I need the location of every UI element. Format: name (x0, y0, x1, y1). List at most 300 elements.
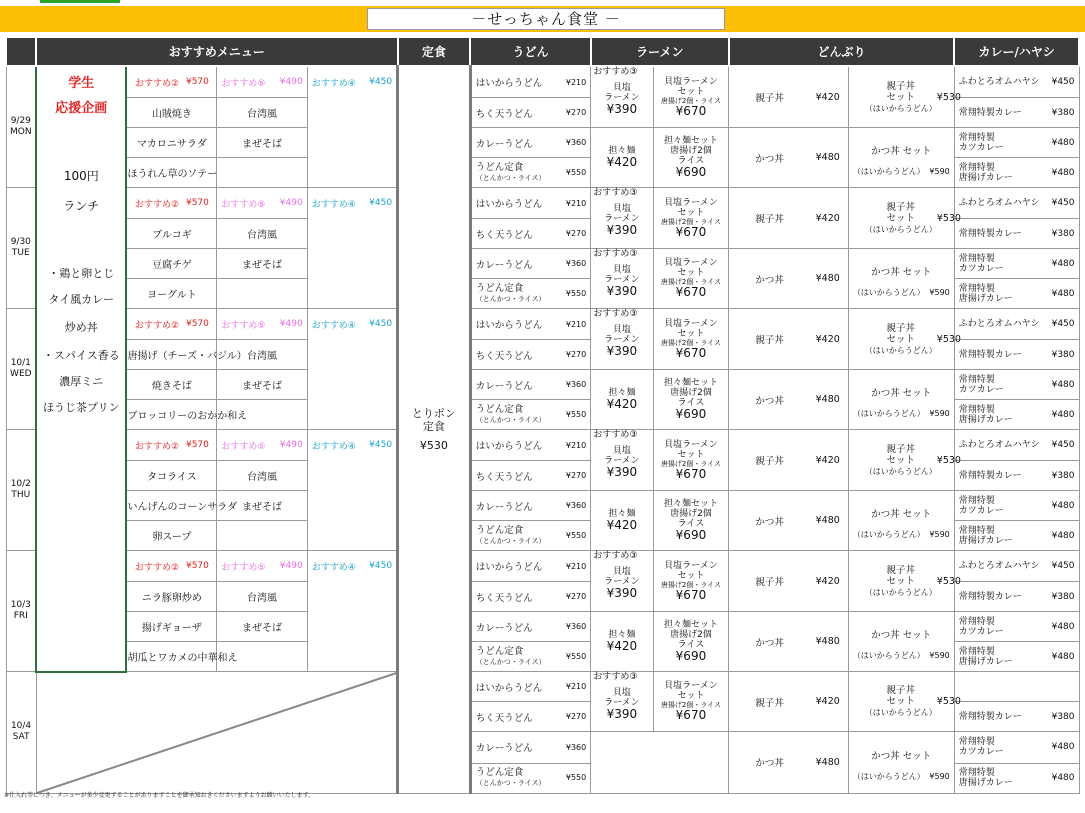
ramen-rec3-label: おすすめ③ (593, 249, 638, 259)
ramen-shio-set-cell (653, 249, 729, 309)
ramen-shio-price: ¥390 (606, 102, 638, 116)
donburi-katsu (729, 612, 848, 672)
rec2-label: おすすめ② (134, 441, 180, 452)
ramen-shio-price: ¥390 (606, 465, 638, 479)
rec5-item (217, 461, 307, 491)
rec2-item (126, 128, 216, 158)
oyako-name: 親子丼 (755, 577, 784, 588)
ramen-tantan-set-cell (653, 491, 729, 551)
rec2-item-text: ブルコギ (152, 230, 192, 241)
ramen-tantan: 担々麺 (608, 388, 636, 398)
udon-price: ¥360 (565, 742, 587, 752)
rec4-label: おすすめ④ (311, 320, 356, 331)
rec2-item (126, 612, 216, 642)
ramen-shio-set-price: ¥670 (675, 285, 707, 299)
curry-item (954, 188, 1079, 219)
oyako-set-2: セット (886, 91, 916, 103)
curry-katsu-price: ¥480 (1051, 379, 1075, 390)
udon-sub: （とんかつ・ライス） (475, 657, 546, 666)
oyako-set-price: ¥530 (936, 212, 961, 224)
udon-price: ¥270 (565, 712, 587, 721)
ramen-set-note: 唐揚げ2個・ライス (660, 580, 722, 589)
curry-katsu-2: カツカレー (958, 263, 1004, 274)
curry-karaage-2: 唐揚げカレー (958, 778, 1013, 788)
day-of-week: FRI (13, 611, 28, 621)
ramen-set-note: 唐揚げ2個・ライス (660, 278, 722, 286)
rec2-item (126, 158, 216, 188)
rec4-cell (307, 430, 397, 551)
curry-karaage-price: ¥480 (1051, 773, 1075, 783)
ramen-shio-1: 貝塩 (612, 567, 631, 577)
katsu-set-note: （はいからうどん） (852, 651, 925, 660)
curry-omu-name: ふわとろオムハヤシ (958, 77, 1040, 87)
oyako-set-1: 親子丼 (886, 201, 916, 213)
rec5-label: おすすめ⑤ (221, 320, 266, 331)
day-date: 10/3 (10, 600, 31, 610)
udon-name: カレーうどん (475, 259, 533, 271)
ramen-tantan-set-cell (653, 612, 729, 672)
curry-item (954, 249, 1079, 279)
ramen-tantan-price: ¥420 (606, 639, 638, 653)
ramen-tantan-set-1: 担々麺セット (663, 136, 718, 146)
ramen-shio-price: ¥390 (606, 223, 638, 237)
curry-item (954, 309, 1079, 340)
rec5-item-text: まぜそば (242, 623, 282, 634)
ramen-tantan-set-3: ライス (677, 640, 705, 650)
ramen-tantan-set-1: 担々麺セット (663, 378, 718, 388)
day-of-week: WED (10, 369, 32, 379)
oyako-set-note: （はいからうどん） (864, 587, 937, 597)
katsu-price: ¥480 (815, 394, 840, 405)
ramen-shio-2: ラーメン (604, 456, 640, 466)
donburi-oyako (729, 672, 848, 732)
katsu-set-name: かつ丼 セット (871, 146, 932, 157)
oyako-price: ¥420 (815, 454, 840, 466)
ramen-shio-set-price: ¥670 (675, 224, 707, 239)
ramen-shio-set-2: セット (677, 449, 705, 460)
udon-name: ちく天うどん (475, 350, 533, 362)
donburi-katsu (729, 128, 848, 188)
ramen-tantan-set-3: ライス (677, 156, 705, 166)
udon-sub: （とんかつ・ライス） (475, 173, 546, 182)
ramen-tantan-set-price: ¥690 (675, 649, 707, 663)
curry-joshou-name: 常翔特製カレー (958, 349, 1022, 360)
udon-item (470, 461, 590, 491)
curry-item (954, 521, 1079, 551)
udon-name: うどん定食 (475, 645, 524, 657)
student-price: 100円 (63, 169, 99, 183)
day-of-week: MON (10, 127, 32, 137)
curry-omu-price: ¥450 (1051, 561, 1075, 571)
rec5-price: ¥490 (279, 561, 303, 571)
day-label (6, 551, 36, 672)
ramen-tantan-set-1: 担々麺セット (663, 499, 718, 509)
ramen-tantan-set-cell (653, 370, 729, 430)
curry-katsu-price: ¥480 (1051, 137, 1075, 148)
katsu-name: かつ丼 (755, 516, 784, 528)
rec5-item-text: まぜそば (242, 502, 282, 513)
teishoku-price: ¥530 (419, 439, 448, 453)
rec2-item-text: 揚げギョーザ (141, 623, 202, 634)
menu-row (6, 551, 1079, 582)
udon-name: はいからうどん (475, 562, 543, 573)
udon-price: ¥550 (565, 288, 587, 298)
oyako-set-price: ¥530 (936, 333, 961, 345)
ramen-shio-1: 貝塩 (612, 688, 631, 698)
rec5-header (217, 188, 307, 219)
rec5-label: おすすめ⑤ (221, 199, 266, 210)
donburi-katsu-set (848, 732, 954, 794)
udon-price: ¥360 (565, 138, 587, 147)
oyako-name: 親子丼 (755, 456, 784, 467)
curry-karaage-2: 唐揚げカレー (958, 172, 1013, 183)
udon-sub: （とんかつ・ライス） (475, 536, 546, 545)
udon-name: カレーうどん (475, 501, 533, 513)
ramen-shio-cell (591, 551, 653, 612)
rec5-item-text: 台湾風 (247, 351, 277, 362)
donburi-katsu (729, 370, 848, 430)
oyako-set-note: （はいからうどん） (864, 345, 937, 355)
ramen-shio-price: ¥390 (606, 344, 638, 358)
curry-item (954, 400, 1079, 430)
ramen-set-note: 唐揚げ2個・ライス (660, 338, 722, 347)
curry-katsu-1: 常翔特製 (958, 132, 995, 143)
ramen-shio-1: 貝塩 (612, 265, 631, 275)
curry-omu-price: ¥450 (1051, 77, 1075, 87)
curry-karaage-price: ¥480 (1051, 167, 1075, 178)
udon-price: ¥210 (565, 682, 587, 691)
udon-price: ¥550 (565, 773, 587, 782)
rec2-item (126, 340, 247, 370)
udon-name: はいからうどん (475, 320, 543, 331)
udon-price: ¥550 (565, 530, 587, 540)
curry-item (954, 128, 1079, 158)
rec5-item-text: 台湾風 (247, 230, 277, 241)
katsu-set-price: ¥590 (929, 530, 950, 539)
udon-name: うどん定食 (475, 767, 524, 778)
udon-name: カレーうどん (475, 380, 533, 392)
katsu-set-note: （はいからうどん） (852, 530, 925, 539)
udon-item (470, 188, 590, 219)
udon-item (470, 128, 590, 158)
udon-price: ¥550 (565, 409, 587, 419)
donburi-katsu (729, 491, 848, 551)
katsu-set-note: （はいからうどん） (852, 167, 925, 176)
oyako-set-2: セット (886, 212, 916, 224)
curry-katsu-1: 常翔特製 (958, 495, 995, 506)
rec2-price: ¥570 (185, 561, 209, 571)
rec2-header (126, 309, 216, 340)
menu-row (6, 491, 1079, 521)
rec5-header (217, 551, 307, 582)
rec2-label: おすすめ② (134, 562, 180, 573)
teishoku-name-2: 定食 (422, 420, 445, 434)
donburi-katsu-set (848, 128, 954, 188)
ramen-rec3-label: おすすめ③ (593, 188, 638, 198)
curry-item (954, 732, 1079, 764)
footnote: ※仕入れ等につき、メニューが多少変更することがありますことを御承知おきくださいますようお願いいたします。 (4, 792, 315, 799)
oyako-set-2: セット (886, 454, 916, 466)
udon-item (470, 582, 590, 612)
day-label (6, 309, 36, 430)
ramen-shio-cell (591, 430, 653, 491)
udon-item (470, 672, 590, 702)
rec4-cell (307, 66, 397, 188)
rec5-item-text: 台湾風 (247, 472, 277, 483)
ramen-tantan-set-2: 唐揚げ2個 (670, 388, 712, 398)
udon-price: ¥360 (565, 622, 587, 631)
rec2-item (126, 642, 238, 672)
rec2-item (126, 521, 216, 551)
student-item: ほうじ茶プリン (43, 401, 120, 414)
udon-name: はいからうどん (475, 199, 543, 210)
udon-item (470, 521, 590, 551)
rec2-item (126, 461, 216, 491)
rec2-price: ¥570 (185, 77, 209, 87)
katsu-name: かつ丼 (755, 153, 784, 165)
rec5-item (217, 98, 307, 128)
rec2-label: おすすめ② (134, 320, 180, 331)
student-title-1: 学生 (68, 76, 95, 91)
donburi-katsu-set (848, 249, 954, 309)
curry-katsu-price: ¥480 (1051, 500, 1075, 511)
rec5-header (217, 66, 307, 98)
day-date: 10/4 (10, 721, 32, 732)
donburi-oyako-set (848, 672, 961, 732)
rec4-price: ¥450 (369, 198, 393, 208)
curry-katsu-1: 常翔特製 (958, 616, 995, 627)
rec2-item-text: 胡瓜とワカメの中華和え (127, 653, 238, 664)
ramen-shio-2: ラーメン (604, 698, 640, 708)
curry-karaage-2: 唐揚げカレー (958, 414, 1013, 425)
rec4-price: ¥450 (369, 440, 393, 450)
donburi-oyako (729, 188, 848, 249)
header-teishoku: 定食 (398, 37, 471, 66)
rec4-label: おすすめ④ (311, 441, 356, 452)
rec2-item (126, 279, 216, 309)
curry-katsu-1: 常翔特製 (958, 374, 995, 385)
ramen-tantan-price: ¥420 (606, 518, 638, 532)
udon-item (470, 642, 590, 672)
menu-row (6, 249, 1079, 279)
udon-item (470, 279, 590, 309)
header-osusume: おすすめメニュー (36, 37, 397, 66)
oyako-set-price: ¥530 (936, 696, 961, 707)
curry-item (954, 582, 1079, 612)
udon-name: ちく天うどん (475, 592, 533, 604)
ramen-tantan-price: ¥420 (606, 397, 638, 411)
curry-karaage-price: ¥480 (1051, 288, 1075, 299)
curry-item (954, 370, 1079, 400)
day-label (6, 430, 36, 551)
curry-karaage-2: 唐揚げカレー (958, 293, 1013, 304)
ramen-set-note: 唐揚げ2個・ライス (660, 701, 722, 709)
ramen-shio-2: ラーメン (604, 335, 640, 345)
donburi-oyako (729, 430, 848, 491)
udon-item (470, 702, 590, 732)
rec2-price: ¥570 (185, 319, 209, 329)
rec5-empty (217, 279, 307, 309)
top-accent-line (40, 0, 120, 3)
oyako-set-2: セット (886, 333, 916, 345)
oyako-set-1: 親子丼 (886, 564, 916, 576)
donburi-oyako-set (848, 66, 961, 128)
ramen-shio-1: 貝塩 (612, 325, 631, 335)
katsu-name: かつ丼 (755, 274, 784, 286)
oyako-set-price: ¥530 (936, 575, 961, 587)
oyako-set-price: ¥530 (936, 91, 961, 103)
ramen-shio-set-1: 貝塩ラーメン (664, 258, 718, 268)
udon-item (470, 732, 590, 764)
oyako-name: 親子丼 (755, 93, 784, 104)
udon-name: カレーうどん (475, 622, 533, 634)
curry-katsu-2: カツカレー (958, 747, 1004, 758)
ramen-rec3-label: おすすめ③ (593, 67, 638, 77)
teishoku-name-1: とりポン (411, 407, 456, 421)
rec2-item-text: 焼きそば (151, 381, 192, 392)
udon-price: ¥360 (565, 501, 587, 510)
curry-item (954, 612, 1079, 642)
menu-row (6, 309, 1079, 340)
udon-name: はいからうどん (475, 441, 543, 452)
rec4-label: おすすめ④ (311, 78, 356, 89)
day-of-week: TUE (11, 248, 30, 258)
ramen-tantan-cell (591, 491, 653, 551)
rec5-label: おすすめ⑤ (221, 441, 266, 452)
katsu-set-price: ¥590 (929, 771, 950, 781)
header-ramen: ラーメン (591, 37, 729, 66)
curry-omu-name: ふわとろオムハヤシ (958, 440, 1040, 450)
menu-row (6, 370, 1079, 400)
oyako-price: ¥420 (815, 575, 840, 587)
oyako-set-price: ¥530 (936, 454, 961, 466)
katsu-price: ¥480 (815, 756, 840, 768)
udon-item (470, 219, 590, 249)
ramen-tantan-set-1: 担々麺セット (663, 620, 718, 630)
donburi-katsu-set (848, 370, 954, 430)
student-item: 炒め丼 (64, 321, 98, 334)
curry-joshou-name: 常翔特製カレー (958, 591, 1022, 602)
ramen-rec3-label: おすすめ③ (593, 551, 638, 561)
menu-row (6, 430, 1079, 461)
curry-omu-name: ふわとろオムハヤシ (958, 198, 1040, 208)
ramen-tantan: 担々麺 (608, 146, 636, 156)
oyako-set-1: 親子丼 (886, 80, 916, 92)
rec5-empty (217, 158, 307, 188)
curry-joshou-price: ¥380 (1051, 470, 1075, 481)
rec5-header (217, 309, 307, 340)
oyako-price: ¥420 (815, 212, 840, 224)
udon-item (470, 430, 590, 461)
curry-omu-name: ふわとろオムハヤシ (958, 319, 1040, 329)
saturday-empty-cell (36, 672, 397, 794)
ramen-tantan-set-3: ライス (677, 398, 705, 408)
curry-joshou-price: ¥380 (1051, 107, 1075, 118)
udon-item (470, 400, 590, 430)
oyako-set-note: （はいからうどん） (864, 708, 937, 717)
ramen-empty (591, 732, 729, 794)
curry-karaage-1: 常翔特製 (958, 162, 995, 173)
katsu-set-name: かつ丼 セット (871, 750, 932, 762)
ramen-tantan-set-3: ライス (677, 519, 705, 529)
ramen-shio-set-2: セット (677, 570, 705, 581)
oyako-price: ¥420 (815, 333, 840, 345)
ramen-rec3-label: おすすめ③ (593, 672, 638, 682)
ramen-tantan-cell (591, 612, 653, 672)
curry-joshou-price: ¥380 (1051, 349, 1075, 360)
udon-price: ¥210 (565, 198, 587, 208)
rec5-item (217, 249, 307, 279)
oyako-set-note: （はいからうどん） (864, 224, 937, 234)
ramen-shio-cell (591, 309, 653, 370)
rec2-item-text: マカロニサラダ (136, 139, 207, 150)
katsu-price: ¥480 (815, 636, 840, 647)
ramen-shio-set-1: 貝塩ラーメン (664, 560, 718, 571)
ramen-shio-1: 貝塩 (612, 204, 631, 214)
curry-item (954, 461, 1079, 491)
curry-item (954, 702, 1079, 732)
rec2-item-text: 唐揚げ（チーズ・バジル） (127, 351, 247, 362)
ramen-tantan-set-price: ¥690 (675, 528, 707, 542)
rec2-header (126, 66, 216, 98)
udon-price: ¥550 (565, 167, 587, 177)
rec4-label: おすすめ④ (311, 562, 356, 573)
udon-sub: （とんかつ・ライス） (475, 294, 546, 303)
udon-name: うどん定食 (475, 524, 524, 536)
page-title: －せっちゃん食堂 － (367, 8, 725, 30)
rec2-item (126, 219, 216, 249)
ramen-tantan-price: ¥420 (606, 155, 638, 169)
curry-joshou-price: ¥380 (1051, 591, 1075, 602)
katsu-set-note: （はいからうどん） (852, 409, 925, 418)
curry-item (954, 763, 1079, 793)
rec5-price: ¥490 (279, 198, 303, 208)
rec5-price: ¥490 (279, 77, 303, 87)
curry-omu-price: ¥450 (1051, 319, 1075, 329)
menu-row (6, 188, 1079, 219)
oyako-set-2: セット (886, 696, 916, 707)
katsu-set-note: （はいからうどん） (852, 771, 925, 781)
katsu-set-name: かつ丼 セット (871, 267, 932, 278)
curry-item (954, 279, 1079, 309)
ramen-shio-2: ラーメン (604, 214, 640, 224)
ramen-shio-1: 貝塩 (612, 83, 631, 93)
katsu-set-price: ¥590 (929, 651, 950, 660)
curry-joshou-price: ¥380 (1051, 228, 1075, 239)
rec2-label: おすすめ② (134, 78, 180, 89)
donburi-oyako-set (848, 309, 961, 370)
rec2-item-text: 山賊焼き (151, 109, 192, 120)
curry-joshou-name: 常翔特製カレー (958, 470, 1022, 481)
katsu-set-note: （はいからうどん） (852, 288, 925, 297)
donburi-oyako (729, 66, 848, 128)
rec5-item (217, 370, 307, 400)
udon-price: ¥210 (565, 561, 587, 571)
udon-name: はいからうどん (475, 682, 543, 694)
katsu-set-price: ¥590 (929, 288, 950, 297)
udon-item (470, 763, 590, 793)
curry-katsu-2: カツカレー (958, 142, 1004, 153)
udon-item (470, 309, 590, 340)
curry-karaage-price: ¥480 (1051, 530, 1075, 541)
student-item: 濃厚ミニ (59, 375, 104, 388)
donburi-oyako (729, 551, 848, 612)
udon-price: ¥210 (565, 440, 587, 450)
rec2-item-text: 卵スープ (152, 532, 192, 543)
katsu-set-price: ¥590 (929, 167, 950, 176)
ramen-tantan-set-price: ¥690 (675, 165, 707, 179)
katsu-set-name: かつ丼 セット (871, 509, 932, 520)
